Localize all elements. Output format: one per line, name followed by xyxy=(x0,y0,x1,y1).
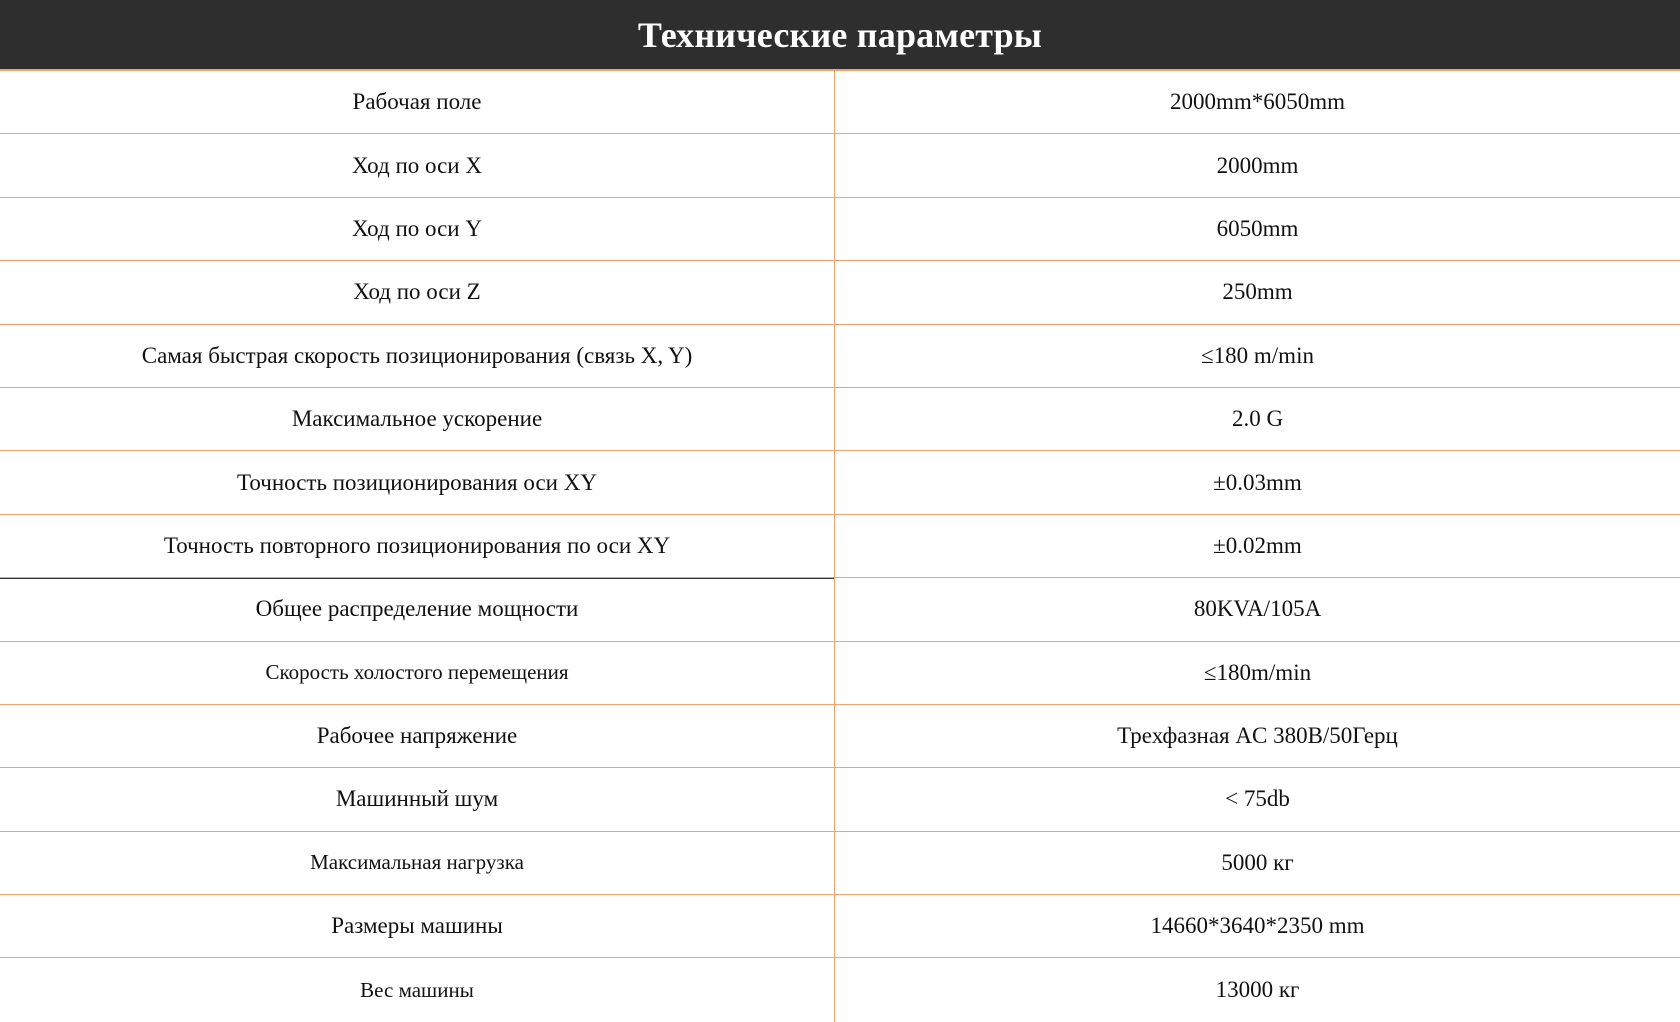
table-row xyxy=(0,134,1680,197)
spec-label: Вес машины xyxy=(0,958,835,1021)
table-header-bar xyxy=(0,0,1680,69)
table-row xyxy=(0,325,1680,388)
spec-value: 14660*3640*2350 mm xyxy=(1150,913,1365,939)
spec-label: Ход по оси X xyxy=(0,134,835,196)
spec-label: Точность повторного позиционирования по оси XY xyxy=(0,515,835,579)
spec-label: Максимальное ускорение xyxy=(0,388,835,450)
table-row xyxy=(0,832,1680,895)
table-row xyxy=(0,261,1680,324)
table-row xyxy=(0,705,1680,768)
table-row xyxy=(0,768,1680,831)
spec-value: 2.0 G xyxy=(1231,406,1284,432)
spec-value: 13000 кг xyxy=(1215,977,1300,1003)
table-row xyxy=(0,71,1680,134)
spec-value: 6050mm xyxy=(1216,215,1299,241)
spec-value: 250mm xyxy=(1222,279,1293,305)
table-row xyxy=(0,451,1680,514)
spec-value: ±0.03mm xyxy=(1213,469,1302,495)
spec-value: ±0.02mm xyxy=(1213,532,1302,558)
spec-label: Самая быстрая скорость позиционирования (связь X, Y) xyxy=(0,325,835,387)
spec-label: Машинный шум xyxy=(0,768,835,830)
spec-label: Ход по оси Y xyxy=(0,198,835,260)
spec-label: Ход по оси Z xyxy=(0,261,835,323)
spec-label: Рабочее напряжение xyxy=(0,705,835,767)
spec-label: Размеры машины xyxy=(0,895,835,957)
spec-label: Рабочая поле xyxy=(0,71,835,133)
page-title: Технические параметры xyxy=(637,14,1043,55)
spec-value: 80KVA/105A xyxy=(1193,596,1322,622)
spec-table xyxy=(0,69,1680,1017)
spec-label: Максимальная нагрузка xyxy=(0,832,835,894)
table-row xyxy=(0,198,1680,261)
table-row xyxy=(0,388,1680,451)
table-row xyxy=(0,895,1680,958)
table-row xyxy=(0,515,1680,578)
spec-label: Скорость холостого перемещения xyxy=(0,642,835,704)
spec-value: 2000mm xyxy=(1216,152,1299,178)
table-row xyxy=(0,642,1680,705)
spec-label: Общее распределение мощности xyxy=(0,578,835,640)
spec-value: ≤180 m/min xyxy=(1201,342,1314,368)
table-row xyxy=(0,958,1680,1021)
spec-value: 2000mm*6050mm xyxy=(1169,89,1346,115)
spec-value: < 75db xyxy=(1225,786,1290,812)
spec-value: ≤180m/min xyxy=(1203,659,1312,685)
spec-label: Точность позиционирования оси XY xyxy=(0,451,835,513)
table-row xyxy=(0,578,1680,641)
spec-value: 5000 кг xyxy=(1221,849,1294,875)
spec-value: Трехфазная AC 380В/50Герц xyxy=(1117,723,1398,749)
